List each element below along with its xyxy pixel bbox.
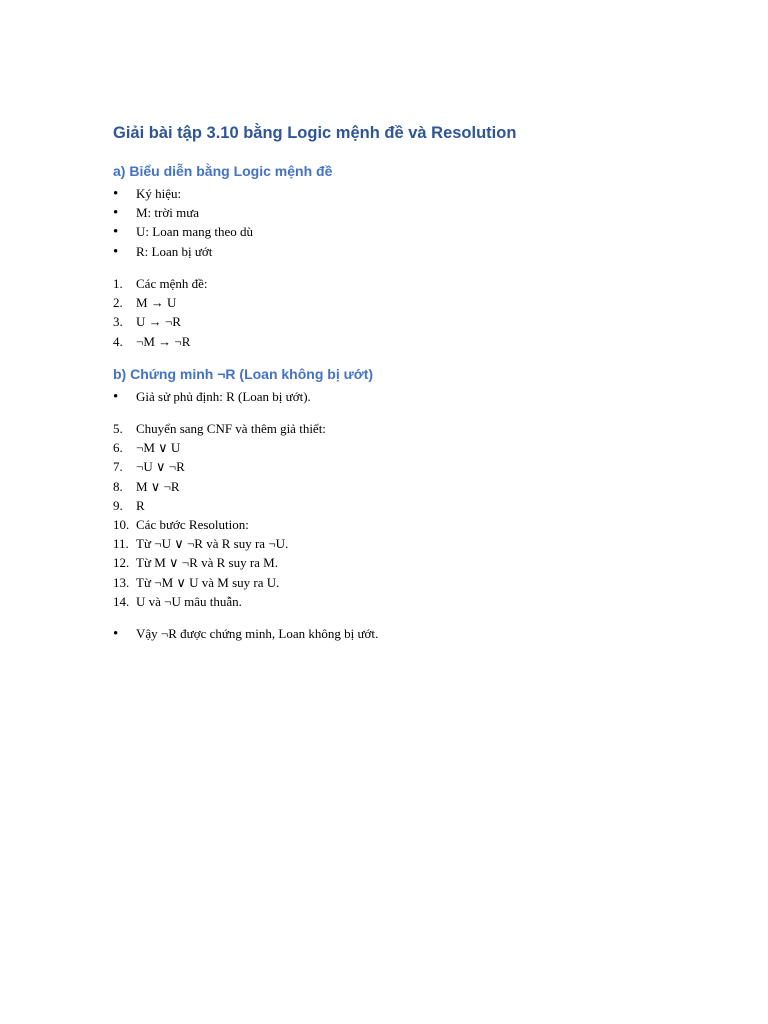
section-b-heading: b) Chứng minh ¬R (Loan không bị ướt) <box>113 366 374 382</box>
list-item <box>113 203 253 222</box>
list-item <box>113 515 326 534</box>
list-item <box>113 496 326 515</box>
list-item-text: ¬M ∨ U <box>136 440 181 456</box>
list-number: 5. <box>113 421 123 436</box>
list-item <box>113 553 326 572</box>
list-item <box>113 387 311 406</box>
document-title: Giải bài tập 3.10 bằng Logic mệnh đề và Resolution <box>113 124 517 142</box>
resolution-steps-list <box>113 419 326 611</box>
list-item-text: U → ¬R <box>136 314 181 330</box>
clauses-list <box>113 274 207 351</box>
list-item-text: Các mệnh đề: <box>136 276 208 291</box>
list-number: 3. <box>113 314 123 330</box>
list-item-text: M ∨ ¬R <box>136 478 180 494</box>
assumption-list <box>113 387 311 406</box>
list-item <box>113 274 207 293</box>
list-number: 12. <box>113 555 130 571</box>
list-number: 11. <box>113 536 129 552</box>
list-item <box>113 573 326 592</box>
section-a-heading: a) Biểu diễn bằng Logic mệnh đề <box>113 163 333 179</box>
list-item-text: Các bước Resolution: <box>136 516 249 532</box>
list-item <box>113 592 326 611</box>
list-item <box>113 332 207 351</box>
bullet-icon <box>113 203 133 223</box>
list-item-text: M: trời mưa <box>136 205 200 221</box>
list-number: 2. <box>113 295 123 311</box>
list-number: 9. <box>113 497 123 513</box>
list-item-text: Ký hiệu: <box>136 186 182 201</box>
list-number: 7. <box>113 459 123 475</box>
conclusion-list <box>113 624 378 643</box>
list-item <box>113 438 326 457</box>
list-item-text: Vậy ¬R được chứng minh, Loan không bị ướt. <box>136 626 379 641</box>
list-number: 10. <box>113 516 130 532</box>
list-item <box>113 457 326 476</box>
list-number: 14. <box>113 593 130 609</box>
symbols-list <box>113 184 253 261</box>
list-item-text: U: Loan mang theo dù <box>136 224 253 240</box>
list-item <box>113 419 326 438</box>
list-item-text: R: Loan bị ướt <box>136 243 213 259</box>
list-number: 8. <box>113 478 123 494</box>
list-item <box>113 624 378 643</box>
list-item <box>113 222 253 241</box>
list-item <box>113 184 253 203</box>
list-item-text: U và ¬U mâu thuẫn. <box>136 593 242 609</box>
list-number: 6. <box>113 440 123 456</box>
list-number: 13. <box>113 574 130 590</box>
bullet-icon <box>113 184 133 204</box>
list-item <box>113 293 207 312</box>
list-item <box>113 477 326 496</box>
list-item <box>113 242 253 261</box>
bullet-icon <box>113 222 133 242</box>
list-number: 4. <box>113 333 123 349</box>
list-item <box>113 534 326 553</box>
list-item-text: Từ ¬M ∨ U và M suy ra U. <box>136 574 280 590</box>
list-item-text: Từ ¬U ∨ ¬R và R suy ra ¬U. <box>136 536 289 552</box>
list-item-text: Giả sử phủ định: R (Loan bị ướt). <box>136 389 311 404</box>
list-item-text: Từ M ∨ ¬R và R suy ra M. <box>136 555 278 571</box>
list-item <box>113 312 207 331</box>
list-item-text: M → U <box>136 295 177 311</box>
bullet-icon <box>113 624 133 644</box>
list-item-text: ¬U ∨ ¬R <box>136 459 185 475</box>
bullet-icon <box>113 242 133 262</box>
list-item-text: ¬M → ¬R <box>136 333 191 349</box>
bullet-icon <box>113 387 133 407</box>
list-item-text: Chuyển sang CNF và thêm giả thiết: <box>136 421 326 436</box>
list-item-text: R <box>136 497 145 513</box>
list-number: 1. <box>113 276 123 291</box>
